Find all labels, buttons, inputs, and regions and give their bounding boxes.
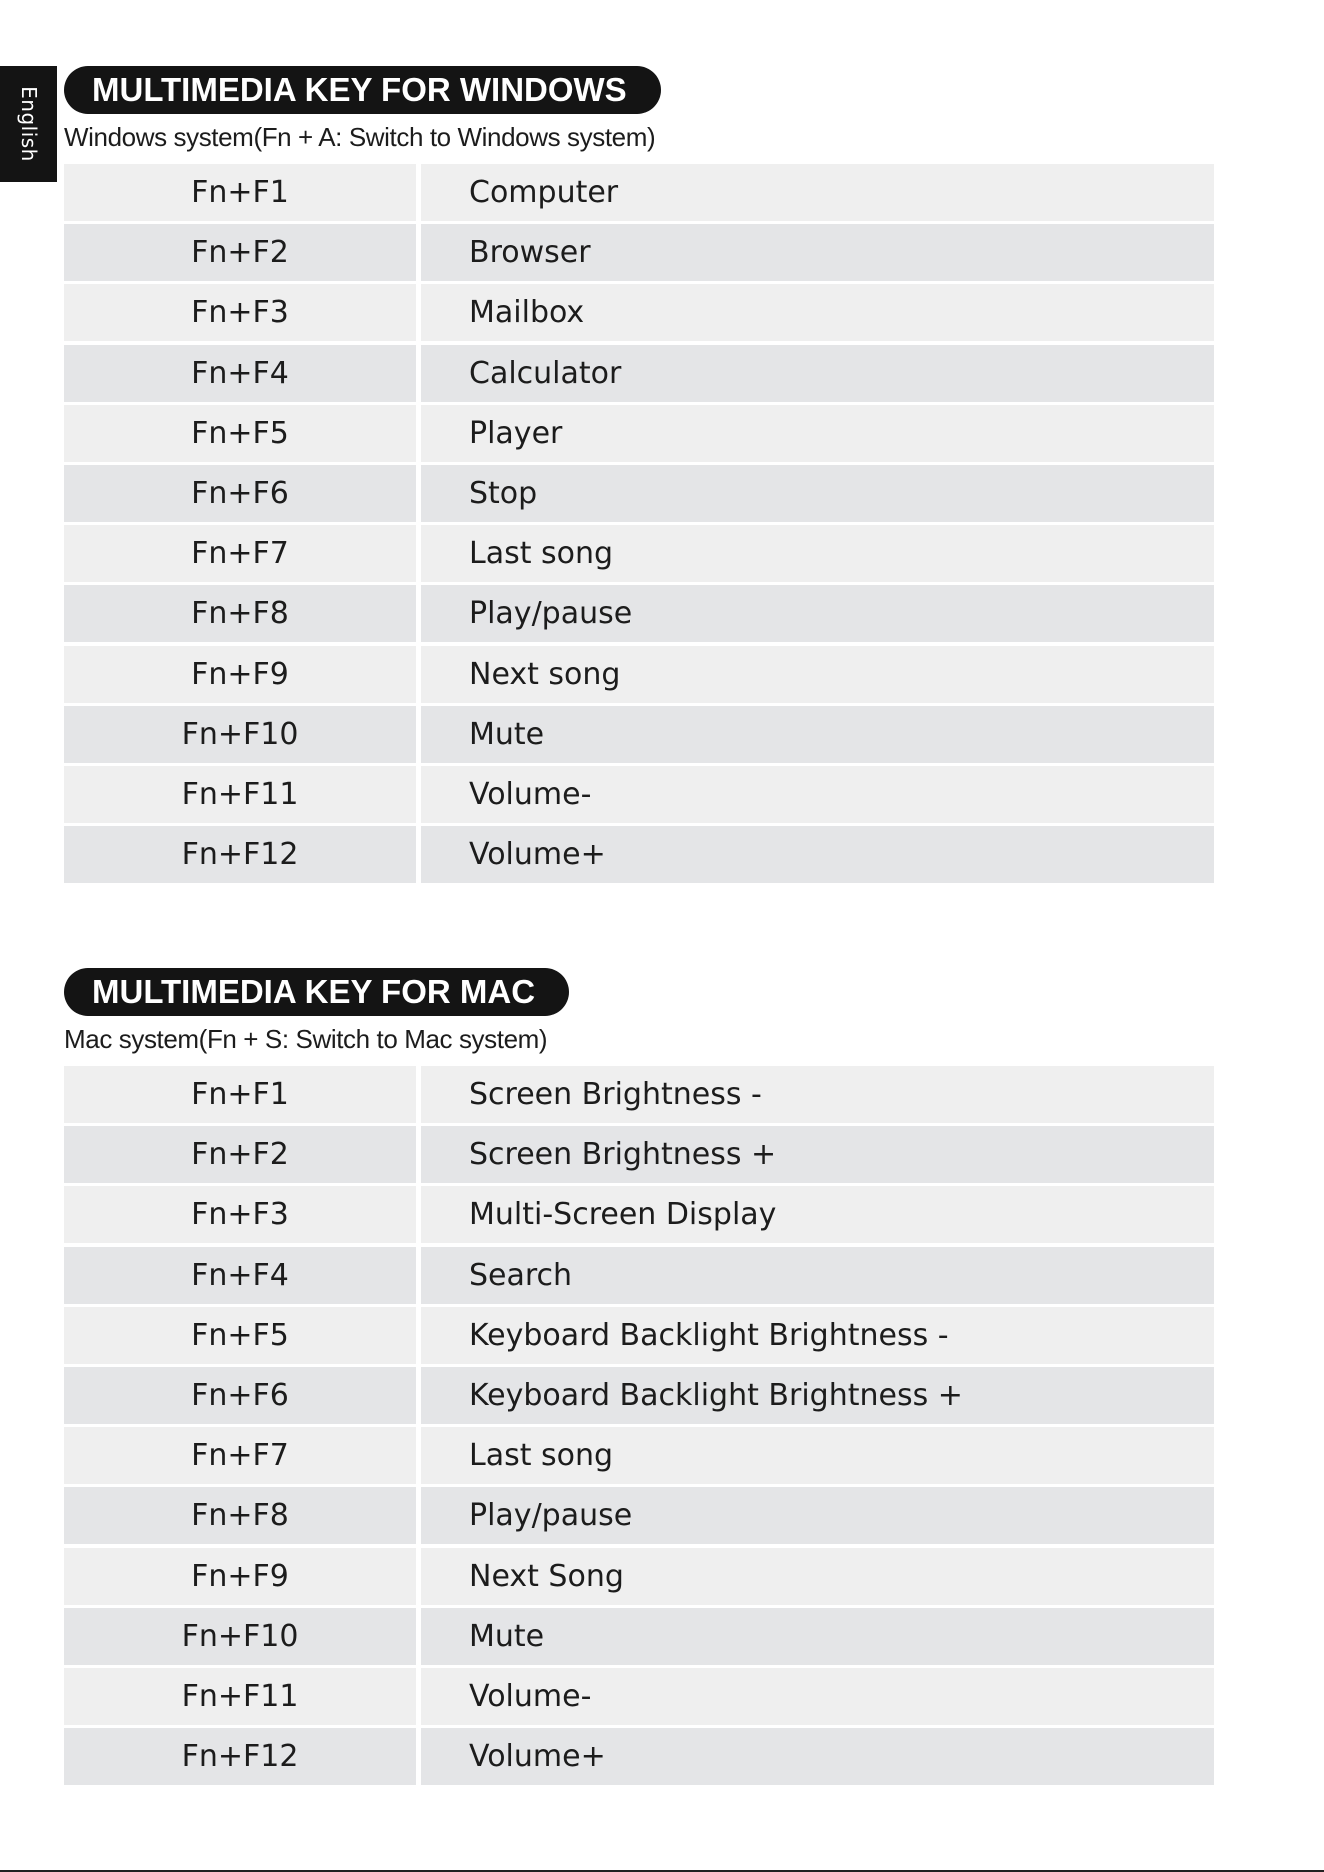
key-combo-cell: Fn+F2 bbox=[64, 224, 416, 281]
table-row bbox=[64, 164, 1214, 221]
table-row bbox=[64, 1728, 1214, 1785]
key-combo-cell: Fn+F6 bbox=[64, 1367, 416, 1424]
table-row bbox=[64, 525, 1214, 582]
table-row bbox=[64, 1186, 1214, 1243]
table-row bbox=[64, 465, 1214, 522]
key-function-cell: Stop bbox=[421, 465, 1214, 522]
key-combo-cell: Fn+F1 bbox=[64, 164, 416, 221]
key-function-cell: Player bbox=[421, 405, 1214, 462]
table-row bbox=[64, 1066, 1214, 1123]
key-function-cell: Volume+ bbox=[421, 826, 1214, 883]
mac-section-subtitle: Mac system(Fn + S: Switch to Mac system) bbox=[64, 1024, 548, 1054]
mac-section bbox=[64, 968, 1214, 1788]
table-row bbox=[64, 1608, 1214, 1665]
table-row bbox=[64, 1247, 1214, 1304]
table-row bbox=[64, 1668, 1214, 1725]
table-row bbox=[64, 405, 1214, 462]
mac-key-table bbox=[64, 1066, 1214, 1785]
key-function-cell: Mute bbox=[421, 706, 1214, 763]
language-tab bbox=[0, 66, 57, 182]
key-function-cell: Mute bbox=[421, 1608, 1214, 1665]
key-combo-cell: Fn+F4 bbox=[64, 345, 416, 402]
key-combo-cell: Fn+F9 bbox=[64, 646, 416, 703]
key-combo-cell: Fn+F7 bbox=[64, 1427, 416, 1484]
key-combo-cell: Fn+F2 bbox=[64, 1126, 416, 1183]
key-function-cell: Keyboard Backlight Brightness + bbox=[421, 1367, 1214, 1424]
windows-section-subtitle: Windows system(Fn + A: Switch to Windows system) bbox=[64, 122, 656, 152]
key-function-cell: Search bbox=[421, 1247, 1214, 1304]
key-function-cell: Last song bbox=[421, 1427, 1214, 1484]
table-row bbox=[64, 585, 1214, 642]
key-function-cell: Keyboard Backlight Brightness - bbox=[421, 1307, 1214, 1364]
key-combo-cell: Fn+F12 bbox=[64, 826, 416, 883]
key-combo-cell: Fn+F8 bbox=[64, 585, 416, 642]
key-function-cell: Next song bbox=[421, 646, 1214, 703]
key-function-cell: Calculator bbox=[421, 345, 1214, 402]
key-combo-cell: Fn+F3 bbox=[64, 1186, 416, 1243]
table-row bbox=[64, 284, 1214, 341]
key-function-cell: Last song bbox=[421, 525, 1214, 582]
key-function-cell: Volume- bbox=[421, 1668, 1214, 1725]
table-row bbox=[64, 1487, 1214, 1544]
key-function-cell: Screen Brightness + bbox=[421, 1126, 1214, 1183]
key-combo-cell: Fn+F8 bbox=[64, 1487, 416, 1544]
key-function-cell: Next Song bbox=[421, 1548, 1214, 1605]
windows-section bbox=[64, 66, 1214, 886]
key-function-cell: Computer bbox=[421, 164, 1214, 221]
key-combo-cell: Fn+F5 bbox=[64, 405, 416, 462]
key-combo-cell: Fn+F11 bbox=[64, 766, 416, 823]
key-combo-cell: Fn+F5 bbox=[64, 1307, 416, 1364]
table-row bbox=[64, 1548, 1214, 1605]
key-function-cell: Multi-Screen Display bbox=[421, 1186, 1214, 1243]
table-row bbox=[64, 766, 1214, 823]
table-row bbox=[64, 345, 1214, 402]
key-combo-cell: Fn+F11 bbox=[64, 1668, 416, 1725]
key-function-cell: Play/pause bbox=[421, 1487, 1214, 1544]
key-combo-cell: Fn+F3 bbox=[64, 284, 416, 341]
key-combo-cell: Fn+F10 bbox=[64, 706, 416, 763]
table-row bbox=[64, 1126, 1214, 1183]
table-row bbox=[64, 1427, 1214, 1484]
key-function-cell: Browser bbox=[421, 224, 1214, 281]
key-combo-cell: Fn+F6 bbox=[64, 465, 416, 522]
key-function-cell: Mailbox bbox=[421, 284, 1214, 341]
table-row bbox=[64, 224, 1214, 281]
key-combo-cell: Fn+F4 bbox=[64, 1247, 416, 1304]
windows-section-title: MULTIMEDIA KEY FOR WINDOWS bbox=[64, 66, 661, 114]
table-row bbox=[64, 1307, 1214, 1364]
key-function-cell: Play/pause bbox=[421, 585, 1214, 642]
key-combo-cell: Fn+F10 bbox=[64, 1608, 416, 1665]
key-combo-cell: Fn+F7 bbox=[64, 525, 416, 582]
table-row bbox=[64, 826, 1214, 883]
key-function-cell: Volume- bbox=[421, 766, 1214, 823]
key-combo-cell: Fn+F1 bbox=[64, 1066, 416, 1123]
table-row bbox=[64, 646, 1214, 703]
mac-section-title: MULTIMEDIA KEY FOR MAC bbox=[64, 968, 569, 1016]
key-function-cell: Volume+ bbox=[421, 1728, 1214, 1785]
language-tab-label: English bbox=[16, 86, 41, 162]
key-combo-cell: Fn+F12 bbox=[64, 1728, 416, 1785]
table-row bbox=[64, 706, 1214, 763]
key-function-cell: Screen Brightness - bbox=[421, 1066, 1214, 1123]
table-row bbox=[64, 1367, 1214, 1424]
windows-key-table bbox=[64, 164, 1214, 883]
key-combo-cell: Fn+F9 bbox=[64, 1548, 416, 1605]
